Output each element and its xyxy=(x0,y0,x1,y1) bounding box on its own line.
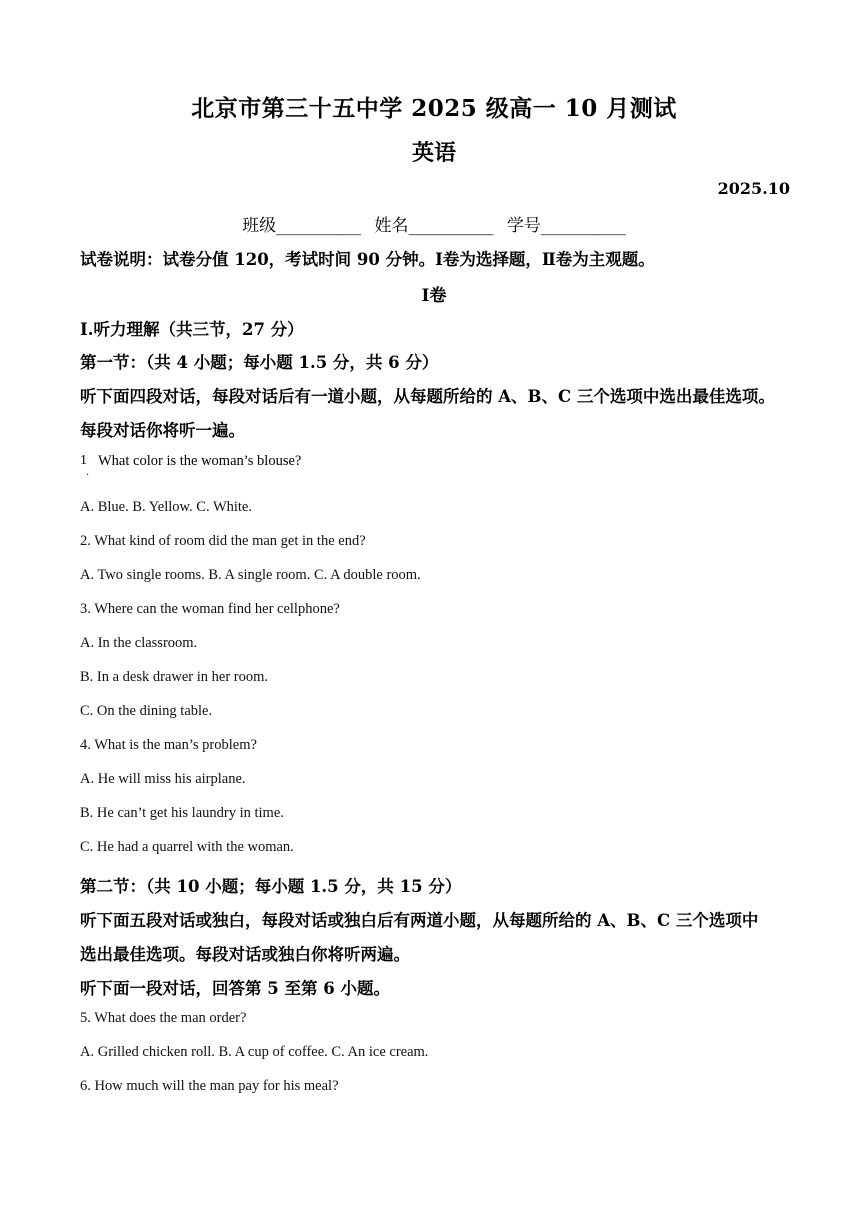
question-1-number: 1 xyxy=(80,453,87,468)
question-2-options: A. Two single rooms. B. A single room. C. A double room. xyxy=(80,567,421,583)
question-1-text: What color is the woman’s blouse? xyxy=(98,453,302,469)
question-1-options: A. Blue. B. Yellow. C. White. xyxy=(80,499,252,515)
question-4-option-c: C. He had a quarrel with the woman. xyxy=(80,839,294,855)
question-3-text: 3. Where can the woman find her cellphone? xyxy=(80,601,340,617)
question-1-dot: . xyxy=(86,467,90,478)
question-2-text: 2. What kind of room did the man get in the end? xyxy=(80,533,366,549)
class-field: 班级__________ xyxy=(242,216,362,236)
section1-heading: 第一节：（共 4 小题；每小题 1.5 分，共 6 分） xyxy=(80,353,439,372)
student-id-field: 学号__________ xyxy=(506,216,626,236)
question-3-option-c: C. On the dining table. xyxy=(80,703,213,719)
name-field: 姓名__________ xyxy=(374,216,494,236)
exam-date: 2025.10 xyxy=(717,179,790,198)
section2-sub-direction: 听下面一段对话，回答第 5 至第 6 小题。 xyxy=(80,979,390,998)
section1-direction-line2: 每段对话你将听一遍。 xyxy=(80,421,245,440)
question-3-option-a: A. In the classroom. xyxy=(80,635,198,651)
question-4-text: 4. What is the man’s problem? xyxy=(80,737,257,753)
exam-title: 北京市第三十五中学 2025 级高一 10 月测试 xyxy=(191,95,677,122)
question-5-text: 5. What does the man order? xyxy=(80,1010,247,1026)
student-info-fields xyxy=(0,211,868,236)
volume-heading: Ⅰ卷 xyxy=(421,286,447,306)
question-3-option-b: B. In a desk drawer in her room. xyxy=(80,669,269,685)
section2-direction-line2: 选出最佳选项。每段对话或独白你将听两遍。 xyxy=(80,945,410,964)
section2-direction-line1: 听下面五段对话或独白，每段对话或独白后有两道小题，从每题所给的 A、B、C 三个选项中 xyxy=(80,911,759,930)
exam-instructions: 试卷说明：试卷分值 120，考试时间 90 分钟。Ⅰ卷为选择题，Ⅱ卷为主观题。 xyxy=(80,250,655,269)
question-5-options: A. Grilled chicken roll. B. A cup of coffee. C. An ice cream. xyxy=(80,1044,429,1060)
question-6-text: 6. How much will the man pay for his meal? xyxy=(80,1078,339,1094)
question-4-option-b: B. He can’t get his laundry in time. xyxy=(80,805,284,821)
part1-title: Ⅰ.听力理解（共三节，27 分） xyxy=(80,320,304,339)
question-4-option-a: A. He will miss his airplane. xyxy=(80,771,246,787)
section2-heading: 第二节：（共 10 小题；每小题 1.5 分，共 15 分） xyxy=(80,877,462,896)
subject-title: 英语 xyxy=(411,140,456,166)
section1-direction-line1: 听下面四段对话，每段对话后有一道小题，从每题所给的 A、B、C 三个选项中选出最佳选项。 xyxy=(80,387,775,406)
